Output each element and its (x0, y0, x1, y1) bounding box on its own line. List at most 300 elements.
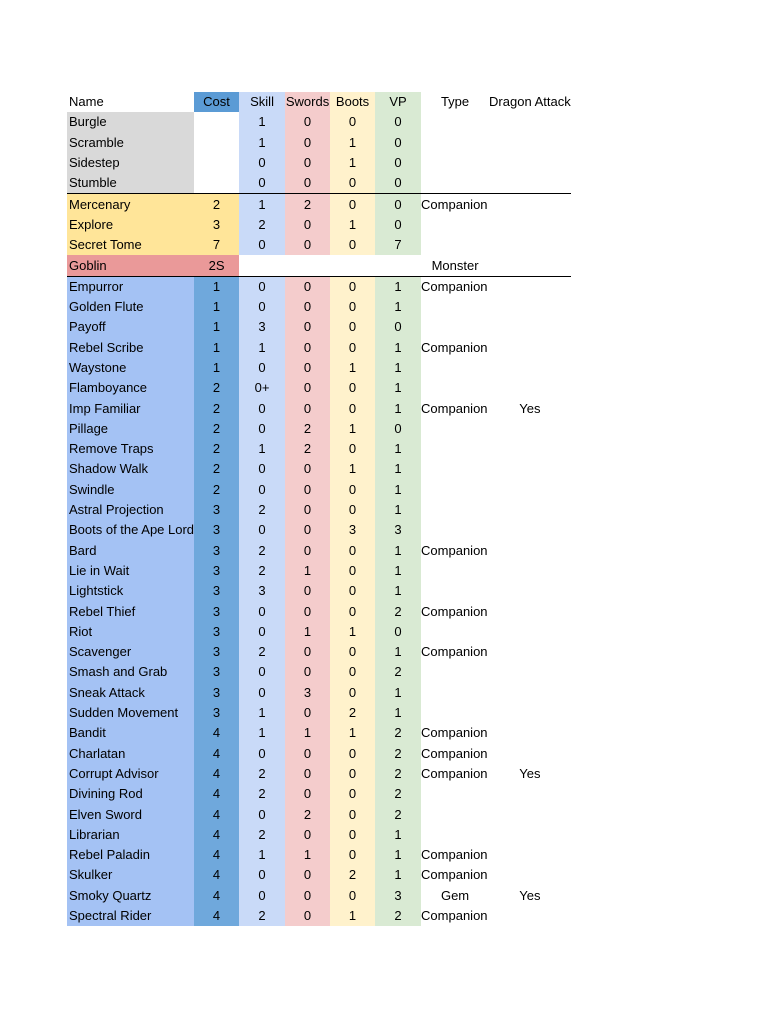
cell-dragon-attack[interactable] (489, 439, 571, 459)
cell-swords[interactable]: 0 (285, 642, 330, 662)
cell-skill[interactable]: 3 (239, 581, 285, 601)
cell-swords[interactable]: 0 (285, 784, 330, 804)
cell-vp[interactable]: 2 (375, 784, 421, 804)
cell-dragon-attack[interactable] (489, 173, 571, 194)
cell-boots[interactable]: 0 (330, 764, 375, 784)
cell-type[interactable] (421, 439, 489, 459)
cell-boots[interactable]: 1 (330, 133, 375, 153)
cell-skill[interactable]: 0 (239, 358, 285, 378)
cell-vp[interactable]: 1 (375, 459, 421, 479)
cell-vp[interactable]: 1 (375, 439, 421, 459)
cell-dragon-attack[interactable] (489, 825, 571, 845)
cell-vp[interactable]: 0 (375, 194, 421, 215)
cell-type[interactable]: Companion (421, 765, 488, 781)
cell-cost[interactable]: 3 (194, 642, 239, 662)
cell-dragon-attack[interactable]: Yes (519, 400, 541, 416)
cell-swords[interactable]: 0 (285, 581, 330, 601)
cell-cost[interactable]: 4 (194, 865, 239, 885)
cell-name[interactable]: Swindle (67, 480, 194, 500)
cell-type[interactable] (421, 419, 489, 439)
cell-name[interactable]: Spectral Rider (67, 906, 194, 926)
cell-type[interactable] (421, 500, 489, 520)
cell-type[interactable]: Companion (421, 339, 488, 355)
cell-boots[interactable]: 0 (330, 541, 375, 561)
cell-vp[interactable]: 1 (375, 642, 421, 662)
cell-boots[interactable]: 0 (330, 235, 375, 255)
header-cost[interactable]: Cost (194, 92, 239, 112)
cell-swords[interactable]: 0 (285, 153, 330, 173)
cell-vp[interactable]: 1 (375, 703, 421, 723)
cell-skill[interactable]: 0 (239, 601, 285, 621)
cell-name[interactable]: Scramble (67, 133, 194, 153)
header-skill[interactable]: Skill (239, 92, 285, 112)
cell-skill[interactable]: 1 (239, 845, 285, 865)
header-swords[interactable]: Swords (285, 92, 330, 112)
cell-vp[interactable]: 1 (375, 845, 421, 865)
cell-dragon-attack[interactable] (489, 581, 571, 601)
cell-vp[interactable]: 1 (375, 378, 421, 398)
header-type[interactable]: Type (440, 94, 470, 110)
cell-boots[interactable]: 2 (330, 865, 375, 885)
cell-type[interactable]: Companion (421, 400, 488, 416)
cell-skill[interactable]: 2 (239, 825, 285, 845)
cell-type[interactable]: Companion (421, 644, 488, 660)
cell-boots[interactable]: 3 (330, 520, 375, 540)
cell-skill[interactable]: 1 (239, 723, 285, 743)
cell-cost[interactable] (194, 112, 239, 132)
cell-swords[interactable]: 0 (285, 520, 330, 540)
cell-swords[interactable]: 2 (285, 419, 330, 439)
cell-name[interactable]: Golden Flute (67, 297, 194, 317)
cell-type[interactable] (421, 581, 489, 601)
cell-name[interactable]: Riot (67, 622, 194, 642)
cell-vp[interactable]: 1 (375, 825, 421, 845)
cell-cost[interactable]: 1 (194, 276, 239, 297)
cell-swords[interactable]: 0 (285, 865, 330, 885)
cell-skill[interactable]: 3 (239, 317, 285, 337)
cell-type[interactable]: Companion (421, 603, 488, 619)
cell-vp[interactable]: 2 (375, 906, 421, 926)
cell-type[interactable]: Companion (421, 276, 489, 297)
cell-dragon-attack[interactable] (489, 865, 571, 885)
cell-type[interactable] (421, 215, 489, 235)
cell-swords[interactable]: 0 (285, 358, 330, 378)
cell-cost[interactable]: 2 (194, 378, 239, 398)
cell-skill[interactable]: 2 (239, 500, 285, 520)
cell-skill[interactable]: 1 (239, 112, 285, 132)
cell-dragon-attack[interactable] (489, 112, 571, 132)
cell-type[interactable] (421, 459, 489, 479)
cell-cost[interactable]: 1 (194, 317, 239, 337)
cell-skill[interactable]: 0 (239, 622, 285, 642)
cell-cost[interactable]: 3 (194, 601, 239, 621)
cell-vp[interactable]: 0 (375, 173, 421, 194)
cell-type[interactable] (421, 173, 489, 194)
cell-skill[interactable]: 2 (239, 215, 285, 235)
cell-swords[interactable]: 0 (285, 133, 330, 153)
cell-boots[interactable]: 0 (330, 398, 375, 418)
cell-type[interactable] (421, 520, 489, 540)
cell-type[interactable] (421, 703, 489, 723)
cell-boots[interactable]: 1 (330, 153, 375, 173)
cell-vp[interactable]: 0 (375, 622, 421, 642)
cell-swords[interactable]: 0 (285, 662, 330, 682)
cell-type[interactable] (421, 317, 489, 337)
cell-swords[interactable]: 0 (285, 764, 330, 784)
cell-type[interactable] (421, 133, 489, 153)
cell-vp[interactable]: 2 (375, 764, 421, 784)
cell-vp[interactable]: 1 (375, 338, 421, 358)
cell-name[interactable]: Smoky Quartz (67, 886, 194, 906)
cell-name[interactable]: Mercenary (67, 194, 194, 215)
cell-name[interactable]: Elven Sword (67, 804, 194, 824)
cell-swords[interactable]: 0 (285, 480, 330, 500)
cell-skill[interactable]: 0 (239, 804, 285, 824)
cell-dragon-attack[interactable] (489, 906, 571, 926)
cell-cost[interactable] (194, 153, 239, 173)
cell-cost[interactable]: 4 (194, 825, 239, 845)
cell-name[interactable]: Sidestep (67, 153, 194, 173)
cell-type[interactable]: Companion (421, 725, 488, 741)
cell-vp[interactable]: 0 (375, 419, 421, 439)
cell-name[interactable]: Waystone (67, 358, 194, 378)
cell-dragon-attack[interactable] (489, 642, 571, 662)
cell-skill[interactable]: 0+ (239, 378, 285, 398)
cell-cost[interactable]: 2 (194, 398, 239, 418)
cell-vp[interactable]: 1 (375, 480, 421, 500)
cell-skill[interactable]: 2 (239, 764, 285, 784)
cell-boots[interactable]: 0 (330, 845, 375, 865)
cell-cost[interactable]: 4 (194, 845, 239, 865)
cell-skill[interactable]: 0 (239, 419, 285, 439)
cell-boots[interactable]: 0 (330, 500, 375, 520)
cell-dragon-attack[interactable]: Yes (519, 887, 541, 903)
cell-boots[interactable]: 0 (330, 276, 375, 297)
cell-boots[interactable]: 0 (330, 662, 375, 682)
cell-name[interactable]: Goblin (67, 255, 194, 276)
cell-name[interactable]: Rebel Thief (67, 601, 194, 621)
cell-dragon-attack[interactable] (489, 561, 571, 581)
cell-name[interactable]: Imp Familiar (67, 398, 194, 418)
cell-boots[interactable]: 0 (330, 642, 375, 662)
cell-dragon-attack[interactable] (489, 378, 571, 398)
cell-name[interactable]: Explore (67, 215, 194, 235)
cell-cost[interactable]: 3 (194, 662, 239, 682)
cell-skill[interactable]: 1 (239, 194, 285, 215)
cell-cost[interactable]: 3 (194, 622, 239, 642)
cell-cost[interactable]: 3 (194, 581, 239, 601)
cell-vp[interactable]: 2 (375, 804, 421, 824)
cell-name[interactable]: Shadow Walk (67, 459, 194, 479)
cell-name[interactable]: Skulker (67, 865, 194, 885)
cell-skill[interactable]: 0 (239, 744, 285, 764)
cell-boots[interactable]: 1 (330, 622, 375, 642)
cell-cost[interactable]: 3 (194, 683, 239, 703)
cell-dragon-attack[interactable] (489, 683, 571, 703)
cell-type[interactable] (421, 683, 489, 703)
cell-dragon-attack[interactable] (489, 297, 571, 317)
cell-cost[interactable]: 1 (194, 297, 239, 317)
cell-type[interactable] (421, 378, 489, 398)
cell-cost[interactable]: 2S (194, 255, 239, 276)
cell-cost[interactable]: 4 (194, 784, 239, 804)
cell-vp[interactable]: 7 (375, 235, 421, 255)
cell-swords[interactable]: 0 (285, 825, 330, 845)
cell-dragon-attack[interactable] (489, 500, 571, 520)
cell-swords[interactable]: 3 (285, 683, 330, 703)
cell-name[interactable]: Rebel Paladin (67, 845, 194, 865)
cell-cost[interactable]: 4 (194, 744, 239, 764)
cell-swords[interactable]: 0 (285, 601, 330, 621)
cell-type[interactable] (421, 825, 489, 845)
cell-cost[interactable]: 7 (194, 235, 239, 255)
cell-swords[interactable]: 0 (285, 317, 330, 337)
cell-name[interactable]: Pillage (67, 419, 194, 439)
cell-cost[interactable]: 2 (194, 194, 239, 215)
cell-dragon-attack[interactable] (489, 419, 571, 439)
cell-vp[interactable]: 0 (375, 215, 421, 235)
cell-dragon-attack[interactable] (489, 804, 571, 824)
cell-dragon-attack[interactable] (489, 784, 571, 804)
cell-cost[interactable]: 2 (194, 439, 239, 459)
cell-boots[interactable]: 1 (330, 419, 375, 439)
cell-dragon-attack[interactable] (489, 744, 571, 764)
header-name[interactable]: Name (69, 94, 104, 110)
cell-dragon-attack[interactable] (489, 622, 571, 642)
cell-swords[interactable]: 2 (285, 439, 330, 459)
cell-vp[interactable]: 1 (375, 398, 421, 418)
cell-type[interactable]: Companion (421, 908, 488, 924)
cell-vp[interactable]: 3 (375, 520, 421, 540)
cell-skill[interactable]: 1 (239, 338, 285, 358)
cell-cost[interactable]: 2 (194, 480, 239, 500)
cell-boots[interactable]: 0 (330, 338, 375, 358)
cell-boots[interactable]: 0 (330, 378, 375, 398)
cell-vp[interactable]: 1 (375, 561, 421, 581)
cell-boots[interactable]: 0 (330, 744, 375, 764)
cell-name[interactable]: Boots of the Ape Lord (67, 520, 194, 540)
cell-swords[interactable]: 2 (285, 194, 330, 215)
cell-dragon-attack[interactable] (489, 541, 571, 561)
cell-skill[interactable]: 0 (239, 276, 285, 297)
cell-boots[interactable]: 1 (330, 358, 375, 378)
cell-vp[interactable]: 2 (375, 662, 421, 682)
cell-dragon-attack[interactable] (489, 601, 571, 621)
cell-cost[interactable]: 3 (194, 541, 239, 561)
cell-swords[interactable]: 0 (285, 459, 330, 479)
cell-name[interactable]: Flamboyance (67, 378, 194, 398)
cell-cost[interactable]: 2 (194, 459, 239, 479)
cell-type[interactable]: Companion (421, 542, 488, 558)
cell-skill[interactable]: 0 (239, 683, 285, 703)
cell-dragon-attack[interactable] (489, 703, 571, 723)
cell-type[interactable] (421, 358, 489, 378)
cell-dragon-attack[interactable] (489, 235, 571, 255)
cell-swords[interactable]: 0 (285, 297, 330, 317)
cell-vp[interactable]: 1 (375, 581, 421, 601)
cell-swords[interactable]: 0 (285, 276, 330, 297)
cell-swords[interactable]: 1 (285, 845, 330, 865)
cell-swords[interactable]: 1 (285, 723, 330, 743)
cell-boots[interactable]: 0 (330, 173, 375, 194)
cell-dragon-attack[interactable] (489, 358, 571, 378)
cell-swords[interactable]: 0 (285, 112, 330, 132)
cell-type[interactable] (421, 297, 489, 317)
cell-swords[interactable]: 2 (285, 804, 330, 824)
cell-vp[interactable]: 2 (375, 744, 421, 764)
cell-dragon-attack[interactable] (489, 845, 571, 865)
cell-swords[interactable]: 0 (285, 235, 330, 255)
cell-skill[interactable]: 1 (239, 133, 285, 153)
cell-cost[interactable]: 2 (194, 419, 239, 439)
cell-boots[interactable]: 0 (330, 804, 375, 824)
cell-dragon-attack[interactable] (489, 194, 571, 215)
cell-vp[interactable]: 0 (375, 133, 421, 153)
cell-type[interactable] (421, 112, 489, 132)
cell-vp[interactable]: 1 (375, 500, 421, 520)
cell-name[interactable]: Sudden Movement (67, 703, 194, 723)
cell-name[interactable]: Secret Tome (67, 235, 194, 255)
cell-type[interactable]: Companion (421, 194, 489, 215)
cell-dragon-attack[interactable] (489, 153, 571, 173)
cell-skill[interactable]: 0 (239, 520, 285, 540)
cell-boots[interactable]: 0 (330, 297, 375, 317)
cell-boots[interactable]: 0 (330, 784, 375, 804)
cell-swords[interactable]: 0 (285, 378, 330, 398)
cell-boots[interactable]: 0 (330, 480, 375, 500)
cell-swords[interactable]: 1 (285, 561, 330, 581)
cell-dragon-attack[interactable] (489, 276, 571, 297)
cell-type[interactable] (421, 561, 489, 581)
cell-boots[interactable]: 1 (330, 723, 375, 743)
cell-boots[interactable]: 0 (330, 194, 375, 215)
cell-type[interactable]: Gem (440, 887, 470, 903)
cell-cost[interactable]: 4 (194, 804, 239, 824)
cell-boots[interactable]: 0 (330, 112, 375, 132)
cell-skill[interactable]: 2 (239, 784, 285, 804)
cell-name[interactable]: Smash and Grab (67, 662, 194, 682)
cell-name[interactable]: Burgle (67, 112, 194, 132)
cell-dragon-attack[interactable] (489, 459, 571, 479)
cell-cost[interactable]: 1 (194, 338, 239, 358)
cell-skill[interactable]: 0 (239, 480, 285, 500)
cell-skill[interactable]: 0 (239, 153, 285, 173)
cell-skill[interactable]: 1 (239, 703, 285, 723)
cell-name[interactable]: Scavenger (67, 642, 194, 662)
cell-vp[interactable]: 1 (375, 276, 421, 297)
cell-swords[interactable] (285, 255, 330, 276)
cell-boots[interactable]: 0 (330, 825, 375, 845)
cell-vp[interactable]: 0 (375, 317, 421, 337)
cell-boots[interactable]: 0 (330, 601, 375, 621)
cell-type[interactable]: Monster (431, 257, 479, 273)
cell-swords[interactable]: 0 (285, 215, 330, 235)
cell-skill[interactable]: 2 (239, 642, 285, 662)
cell-boots[interactable]: 1 (330, 906, 375, 926)
cell-skill[interactable]: 2 (239, 906, 285, 926)
cell-name[interactable]: Corrupt Advisor (67, 764, 194, 784)
cell-cost[interactable]: 3 (194, 520, 239, 540)
cell-vp[interactable]: 3 (375, 886, 421, 906)
cell-name[interactable]: Rebel Scribe (67, 338, 194, 358)
cell-swords[interactable]: 0 (285, 703, 330, 723)
cell-type[interactable] (421, 804, 489, 824)
cell-vp[interactable]: 0 (375, 153, 421, 173)
cell-type[interactable] (421, 784, 489, 804)
cell-swords[interactable]: 0 (285, 338, 330, 358)
cell-boots[interactable]: 0 (330, 683, 375, 703)
cell-cost[interactable] (194, 173, 239, 194)
cell-name[interactable]: Payoff (67, 317, 194, 337)
cell-name[interactable]: Sneak Attack (67, 683, 194, 703)
cell-dragon-attack[interactable] (489, 215, 571, 235)
cell-skill[interactable]: 0 (239, 459, 285, 479)
cell-dragon-attack[interactable] (489, 520, 571, 540)
cell-skill[interactable]: 0 (239, 235, 285, 255)
cell-vp[interactable]: 1 (375, 358, 421, 378)
cell-swords[interactable]: 1 (285, 622, 330, 642)
cell-vp[interactable]: 2 (375, 723, 421, 743)
cell-vp[interactable]: 1 (375, 683, 421, 703)
cell-skill[interactable] (239, 255, 285, 276)
cell-boots[interactable]: 0 (330, 317, 375, 337)
cell-skill[interactable]: 2 (239, 541, 285, 561)
cell-type[interactable] (421, 662, 489, 682)
cell-swords[interactable]: 0 (285, 398, 330, 418)
cell-name[interactable]: Lie in Wait (67, 561, 194, 581)
cell-dragon-attack[interactable] (489, 317, 571, 337)
cell-dragon-attack[interactable] (489, 338, 571, 358)
cell-swords[interactable]: 0 (285, 500, 330, 520)
cell-dragon-attack[interactable]: Yes (519, 765, 541, 781)
cell-type[interactable] (421, 622, 489, 642)
cell-swords[interactable]: 0 (285, 173, 330, 194)
cell-name[interactable]: Stumble (67, 173, 194, 194)
cell-cost[interactable]: 4 (194, 764, 239, 784)
cell-boots[interactable] (330, 255, 375, 276)
header-boots[interactable]: Boots (330, 92, 375, 112)
cell-boots[interactable]: 2 (330, 703, 375, 723)
cell-skill[interactable]: 2 (239, 561, 285, 581)
cell-name[interactable]: Lightstick (67, 581, 194, 601)
cell-cost[interactable]: 3 (194, 703, 239, 723)
cell-swords[interactable]: 0 (285, 744, 330, 764)
cell-vp[interactable] (375, 255, 421, 276)
cell-boots[interactable]: 1 (330, 459, 375, 479)
cell-name[interactable]: Bandit (67, 723, 194, 743)
cell-cost[interactable]: 4 (194, 723, 239, 743)
cell-name[interactable]: Astral Projection (67, 500, 194, 520)
cell-cost[interactable]: 1 (194, 358, 239, 378)
cell-skill[interactable]: 1 (239, 439, 285, 459)
header-dragon-attack[interactable]: Dragon Attack (489, 94, 571, 110)
cell-boots[interactable]: 1 (330, 215, 375, 235)
cell-boots[interactable]: 0 (330, 581, 375, 601)
cell-cost[interactable]: 4 (194, 886, 239, 906)
cell-dragon-attack[interactable] (489, 662, 571, 682)
cell-cost[interactable]: 3 (194, 500, 239, 520)
cell-vp[interactable]: 1 (375, 541, 421, 561)
cell-boots[interactable]: 0 (330, 561, 375, 581)
cell-vp[interactable]: 1 (375, 297, 421, 317)
cell-dragon-attack[interactable] (489, 133, 571, 153)
cell-swords[interactable]: 0 (285, 906, 330, 926)
cell-type[interactable] (421, 235, 489, 255)
cell-boots[interactable]: 0 (330, 439, 375, 459)
cell-boots[interactable]: 0 (330, 886, 375, 906)
cell-skill[interactable]: 0 (239, 886, 285, 906)
cell-name[interactable]: Empurror (67, 276, 194, 297)
